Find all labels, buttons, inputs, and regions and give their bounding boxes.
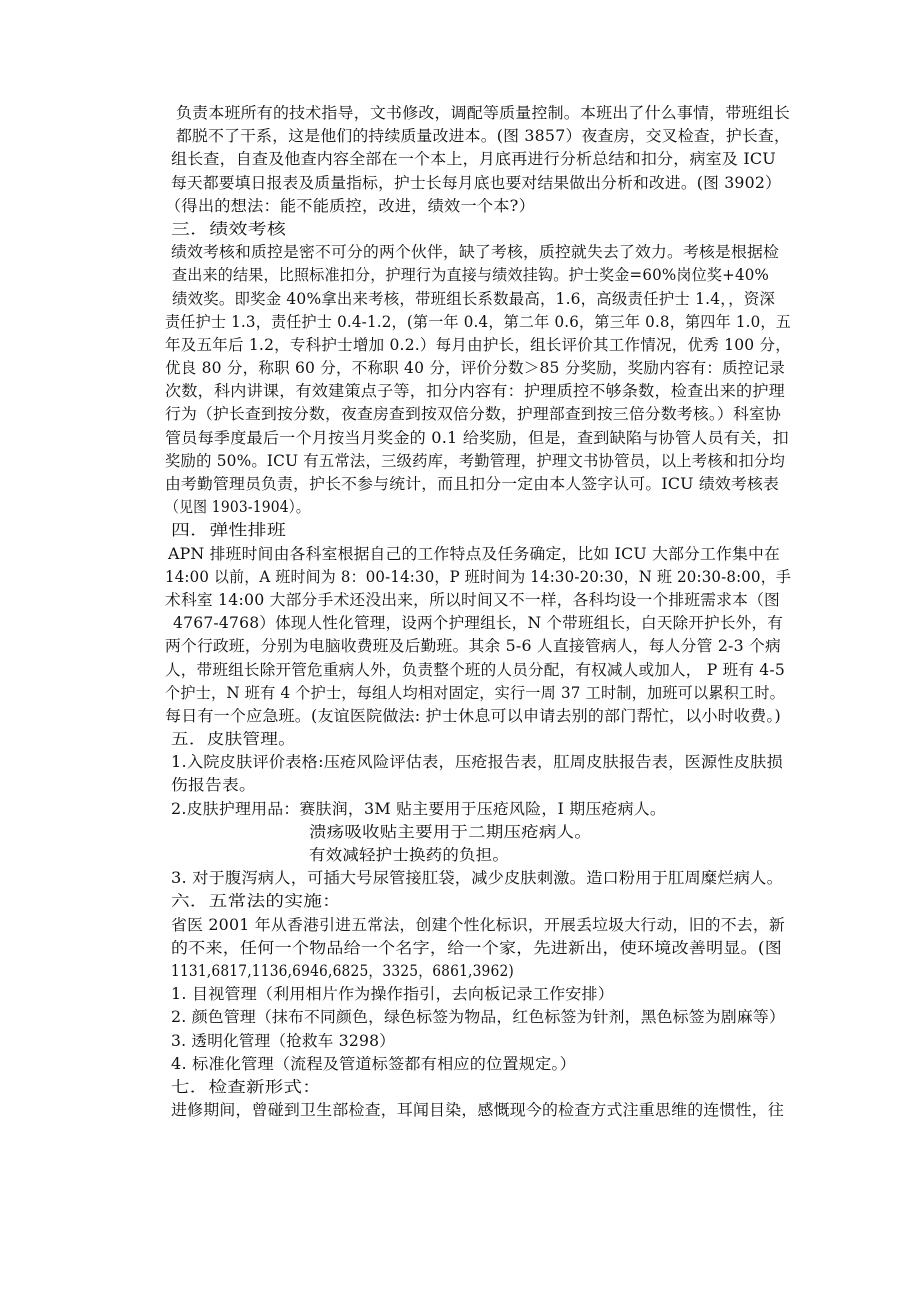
text-line-content: 个护士，N 班有 4 个护士，每组人均相对固定，实行一周 37 工时制，加班可以累积工时。 [165,683,785,702]
text-line [0,334,920,357]
text-line [0,427,920,450]
text-line [0,241,920,264]
text-line-content: 伤报告表。 [171,776,256,795]
text-line [0,867,920,890]
text-line-content: 绩效奖。即奖金 40%拿出来考核，带班组长系数最高，1.6，高级责任护士 1.4，，资深 [172,289,775,308]
text-line-content: 两个行政班，分别为电脑收费班及后勤班。其余 5-6 人直接管病人，每人分管 2-3 个病 [165,637,781,656]
text-line-content: 14:00 以前，A 班时间为 8：00-14:30，P 班时间为 14:30-20:30，N 班 20:30-8:00，手 [165,567,791,586]
text-line-content: 的不来，任何一个物品给一个名字，给一个家，先进新出，使环境改善明显。(图 [171,938,782,957]
text-line-content: 年及五年后 1.2，专科护士增加 0.2.）每月由护长，组长评价其工作情况，优秀 100 分， [165,335,791,354]
text-line-content: 五．皮肤管理。 [171,730,296,749]
text-line-content: 查出来的结果，比照标准扣分，护理行为直接与绩效挂钩。护士奖金=60%岗位奖+40% [172,266,769,285]
text-line-content: 四．弹性排班 [171,521,286,540]
text-line [0,914,920,937]
text-line [0,659,920,682]
text-line-content: 1.入院皮肤评价表格:压疮风险评估表，压疮报告表，肛周皮肤报告表，医源性皮肤损 [171,753,783,772]
text-line [0,798,920,821]
text-line-content: 奖励的 50%。ICU 有五常法，三级药库，考勤管理，护理文书协管员，以上考核和扣分均 [165,451,785,470]
text-line-content: 2.皮肤护理用品：赛肤润，3M 贴主要用于压疮风险，I 期压疮病人。 [171,799,666,818]
text-line-content: （见图 1903-1904）。 [165,498,310,517]
text-line [0,1030,920,1053]
text-line-content: 都脱不了干系，这是他们的持续质量改进本。(图 3857）夜查房，交叉检查，护长查， [176,127,790,146]
text-line [0,218,920,241]
text-line [0,543,920,566]
text-line-content: 4767-4768）体现人性化管理，设两个护理组长，N 个带班组长，白天除开护长外，有 [173,614,783,633]
text-line [0,612,920,635]
text-line-content: （得出的想法：能不能质控，改进，绩效一个本?） [165,196,535,215]
text-line [0,635,920,658]
text-line-content: 1131,6817,1136,6946,6825，3325，6861,3962) [171,961,514,980]
text-line [0,264,920,287]
text-line [0,890,920,913]
text-line [0,566,920,589]
text-line [0,311,920,334]
text-line-content: 次数，科内讲课，有效建策点子等，扣分内容有：护理质控不够条数，检查出来的护理 [165,382,785,401]
text-line-content: 绩效考核和质控是密不可分的两个伙伴，缺了考核，质控就失去了效力。考核是根据检 [171,243,780,262]
text-line-content: 每天都要填日报表及质量指标，护士长每月底也要对结果做出分析和改进。(图 3902） [171,173,781,192]
text-line-content: 七．检查新形式： [171,1077,321,1096]
text-line-content: 2. 颜色管理（抹布不同颜色，绿色标签为物品，红色标签为针剂，黑色标签为剧麻等） [171,1008,785,1027]
text-line [0,937,920,960]
text-line-content: 省医 2001 年从香港引进五常法，创建个性化标识，开展丢垃圾大行动，旧的不去，新 [171,915,785,934]
text-line [0,1006,920,1029]
text-line [0,357,920,380]
text-line [0,589,920,612]
text-line [0,496,920,519]
text-line [0,125,920,148]
text-line-content: 4. 标准化管理（流程及管道标签都有相应的位置规定。） [171,1054,576,1073]
text-line [0,821,920,844]
text-line-content: 1. 目视管理（利用相片作为操作指引，去向板记录工作安排） [171,985,614,1004]
text-line-content: 由考勤管理员负责，护长不参与统计，而且扣分一定由本人签字认可。ICU 绩效考核表 [165,475,779,493]
text-line [0,102,920,125]
text-line-content: 优良 80 分，称职 60 分，不称职 40 分，评价分数＞85 分奖励，奖励内容有：质控记录 [165,359,785,378]
text-line-content: 三．绩效考核 [171,219,286,238]
text-line-content: 管员每季度最后一个月按当月奖金的 0.1 给奖励，但是，查到缺陷与协管人员有关，扣 [165,428,789,447]
text-line-content: 人，带班组长除开管危重病人外，负责整个班的人员分配，有权减人或加人， P 班有 4-5 [165,660,785,679]
text-line [0,403,920,426]
text-line [0,1099,920,1122]
text-line [0,172,920,195]
text-line [0,380,920,403]
text-line-content: 组长查，自查及他查内容全部在一个本上，月底再进行分析总结和扣分，病室及 ICU [171,150,776,169]
text-line-content: 每日有一个应急班。(友谊医院做法: 护士休息可以申请去别的部门帮忙，以小时收费。) [165,706,781,725]
text-line [0,195,920,218]
text-line-content: APN 排班时间由各科室根据自己的工作特点及任务确定，比如 ICU 大部分工作集中在 [168,544,780,563]
document-body [0,102,920,1122]
text-line-content: 有效减轻护士换药的负担。 [309,846,509,864]
text-line [0,728,920,751]
text-line-content: 六．五常法的实施： [171,892,341,911]
text-line [0,1076,920,1099]
text-line [0,705,920,728]
text-line [0,844,920,867]
text-line [0,1053,920,1076]
text-line [0,751,920,774]
text-line-content: 溃疡吸收贴主要用于二期压疮病人。 [309,822,592,841]
text-line-content: 3. 透明化管理（抢救车 3298） [171,1031,395,1050]
text-line [0,473,920,496]
text-line [0,450,920,473]
text-line-content: 负责本班所有的技术指导，文书修改，调配等质量控制。本班出了什么事情，带班组长 [176,104,790,122]
text-line-content: 术科室 14:00 大部分手术还没出来，所以时间又不一样，各科均设一个排班需求本（图 [165,590,780,609]
text-line-content: 进修期间，曾碰到卫生部检查，耳闻目染，感慨现今的检查方式注重思维的连惯性，往 [171,1101,784,1120]
text-line-content: 行为（护长查到按分数，夜查房查到按双倍分数，护理部查到按三倍分数考核。）科室协 [165,405,781,424]
text-line-content: 责任护士 1.3，责任护士 0.4-1.2，(第一年 0.4，第二年 0.6，第三年 0.8，第四年 1.0，五 [165,312,791,331]
text-line [0,774,920,797]
text-line [0,960,920,983]
text-line [0,148,920,171]
text-line [0,983,920,1006]
text-line [0,288,920,311]
text-line [0,682,920,705]
text-line-content: 3. 对于腹泻病人，可插大号尿管接肛袋，减少皮肤刺激。造口粉用于肛周糜烂病人。 [171,869,783,888]
text-line [0,519,920,542]
